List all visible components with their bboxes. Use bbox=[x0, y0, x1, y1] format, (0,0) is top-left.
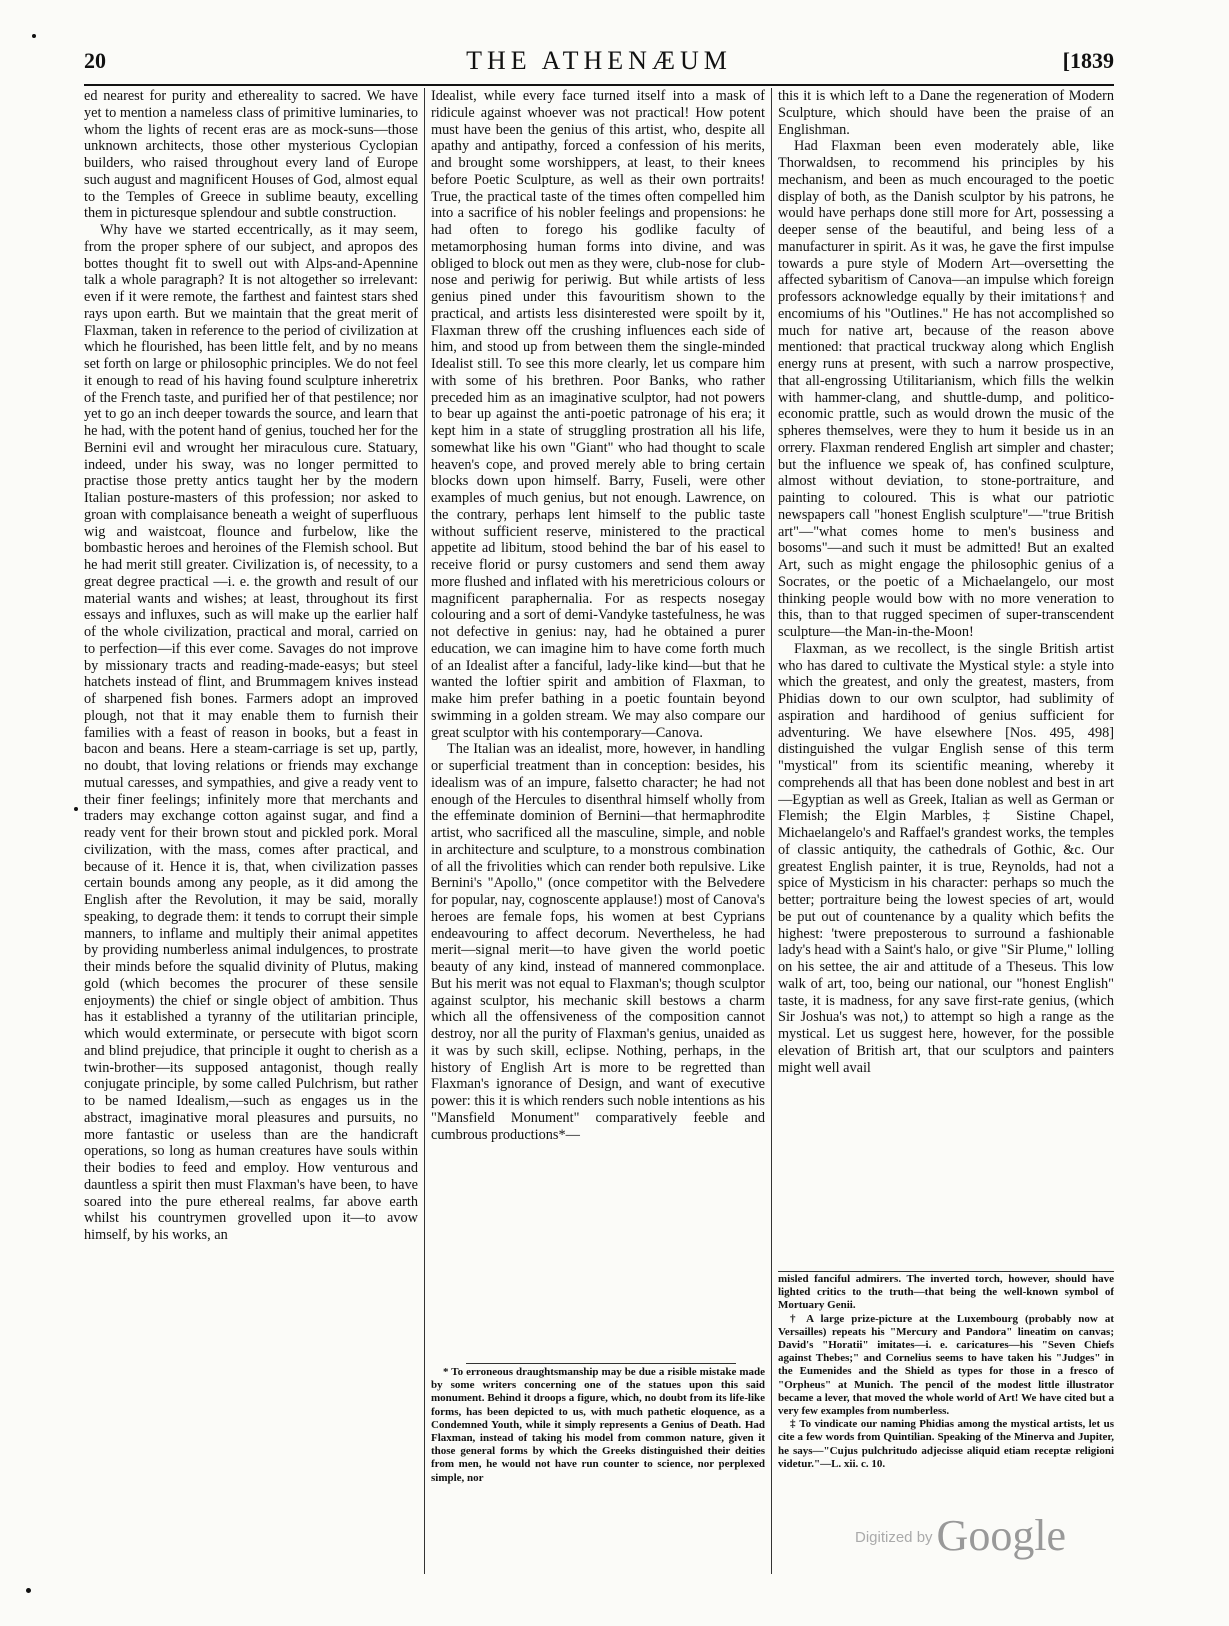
journal-title: THE ATHENÆUM bbox=[466, 46, 732, 75]
page-number: 20 bbox=[84, 48, 106, 73]
paragraph: Idealist, while every face turned itself into a mask of ridicule against whoever was not practical! How potent must have been the genius of this artist, who, despite all apathy and antipathy, forced a confession of his merits, and brought some worshippers, at least, to their knees before Poetic Sculpture, as well as their own portraits! True, the practical taste of the times often compelled him into a sacrifice of his nobler feelings and propensions: he had often to forego his godlike faculty of metamorphosing human forms into divine, and was obliged to block out men as they were, club-nose for club-nose and periwig for periwig. But while artists of less genius pined under this favouritism shown to the practical, and artists less disinterested were spoilt by it, Flaxman threw off the crushing influences each side of him, and stood up from between them the single-minded Idealist still. To see this more clearly, let us compare him with some of his brethren. Poor Banks, who rather preceded him as an imaginative sculptor, had not powers to bear up against the anti-poetic patronage of his era; it kept him in a state of struggling prostration all his life, somewhat like his own "Giant" who had thought to scale heaven's cope, and proved merely able to bring certain blocks down upon himself. Barry, Fuseli, were other examples of much genius, but not enough. Lawrence, on the contrary, perhaps lent himself to the public taste without sufficient reserve, ministered to the practical appetite ad libitum, stood behind the bar of his easel to receive florid or pursy customers and send them away more flushed and inflated with his meretricious colours or magnificent paraphernalia. For as respects nosegay colouring and a sort of demi-Vandyke tastefulness, he was not defective in genius: nay, had he obtained a purer education, we can imagine him to have come forth much of an Idealist after a fanciful, lady-like kind—but that he wanted the loftier spirit and ambition of Flaxman, to make him prefer bathing in a poetic fountain beyond swimming in a golden stream. We may also compare our great sculptor with his contemporary—Canova. bbox=[431, 88, 765, 741]
scan-speck bbox=[32, 34, 36, 38]
footnote: ‡ To vindicate our naming Phidias among the mystical artists, let us cite a few words from Quintilian. Speaking of the Minerva and Jupiter, he says—"Cujus pulchritudo adjecisse aliquid etiam receptæ religioni videtur."—L. xii. c. 10. bbox=[778, 1418, 1114, 1470]
footnote: * To erroneous draughtsmanship may be due a risible mistake made by some writers concerning one of the statues upon this said monument. Behind it droops a figure, which, no doubt from its life-like forms, has been depicted to us, with much pathetic eloquence, as a Condemned Youth, while it simply represents a Genius of Death. Had Flaxman, instead of taking his model from common nature, given it those general forms by which the Greeks distinguished their deities from men, he would not have run counter to science, nor perplexed simple, nor bbox=[431, 1366, 765, 1484]
scan-speck bbox=[26, 1588, 31, 1593]
text-column-2 bbox=[431, 88, 765, 1358]
footnote: misled fanciful admirers. The inverted torch, however, should have lighted critics to the truth—that being the well-known symbol of Mortuary Genii. bbox=[778, 1273, 1114, 1312]
column-divider bbox=[424, 88, 425, 1574]
paragraph: The Italian was an idealist, more, however, in handling or superficial treatment than in conception: besides, his idealism was of an impure, falsetto character; he had not enough of the Hercules to disenthral himself wholly from the effeminate dominion of Bernini—that hermaphrodite artist, who sacrificed all the masculine, simple, and noble in architecture and sculpture, to a monstrous combination of all the frivolities which can render both repulsive. Like Bernini's "Apollo," (once competitor with the Belvedere for popular, nay, cognoscente applause!) most of Canova's heroes are female fops, his women at best Cyprians endeavouring to affect decorum. Nevertheless, he had merit—signal merit—to have given the world poetic beauty of any kind, instead of mannered commonplace. But his merit was not equal to Flaxman's; though sculptor against sculptor, his mechanic skill bestows a charm which all the offensiveness of the composition cannot destroy, nor all the purity of Flaxman's genius, unaided as it was by such skill, eclipse. Nothing, perhaps, in the history of English Art is more to be regretted than Flaxman's ignorance of Design, and want of executive power: this it is which renders such noble intentions as his "Mansfield Monument" comparatively feeble and cumbrous productions*— bbox=[431, 741, 765, 1143]
header-rule bbox=[84, 84, 1114, 86]
paragraph: Why have we started eccentrically, as it may seem, from the proper sphere of our subject, and apropos des bottes thought fit to swell out with Alps-and-Apennine talk a whole paragraph? It is not altogether so irrelevant: even if it were remote, the farthest and faintest stars shed rays upon earth. But we maintain that the great merit of Flaxman, taken in reference to the period of civilization at which he flourished, has been little felt, and by no means set forth on large or philosophic principles. We do not feel it enough to read of his having found sculpture inheretrix of the French taste, and purified her of that pestilence; nor yet to go an inch deeper towards the source, and learn that he had, with the potent hand of genius, touched her for the Bernini evil and wrought her miraculous cure. Statuary, indeed, under his sway, was no longer permitted to practise those pretty antics taught her by the modern Italian posture-masters of this profession; nor asked to groan with complaisance beneath a weight of superfluous wig and waistcoat, flounce and furbelow, like the bombastic heroes and heroines of the Flemish school. But he had merit still greater. Civilization is, of necessity, to a great degree practical —i. e. the growth and result of our material wants and wishes; at least, throughout its first essays and influxes, such as will make up the earlier half of the whole civilization, practical and moral, carried on to perfection—if this ever come. Savages do not improve by missionary tracts and reading-made-easys; but steel hatchets instead of flint, and Brummagem knives instead of sharpened fish bones. Farmers adopt an improved plough, not that it may enable them to furnish their families with a feast of reason in books, but a feast in bacon and beans. Here a steam-carriage is set up, partly, no doubt, that loving relations or friends may exchange mutual caresses, and sympathies, and give a ready vent to their finer feelings; infinitely more that merchants and traders may exchange cotton against sugar, and find a ready vent for their brown stout and pickled pork. Moral civilization, with the mass, comes after practical, and because of it. Hence it is, that, when civilization passes certain bounds among any people, as it did among the English after the Revolution, it may be said, morally speaking, to degrade them: it tends to corrupt their simple manners, to inflame and multiply their animal appetites by providing numberless animal indulgences, to prostrate their minds before the squalid divinity of Plutus, making gold (which becomes the procurer of these sensile enjoyments) the chief or single object of ambition. Thus has it established a tyranny of the utilitarian principle, which would exterminate, or persecute with bigot scorn and blind prejudice, that principle it ought to cherish as a twin-brother—its supposed antagonist, though really conjugate principle, by some called Pulchrism, but rather to be named Idealism,—such as engages us in the abstract, imaginative moral pleasures and pursuits, no more fantastic or useless than are the handicraft operations, so long as human creatures have souls within their bodies to feed and employ. How venturous and dauntless a spirit then must Flaxman's have been, to have soared into the pure ethereal realms, far above earth whilst his countrymen grovelled upon it—to avow himself, by his works, an bbox=[84, 222, 418, 1243]
footnote: † A large prize-picture at the Luxembourg (probably now at Versailles) repeats his "Mercury and Pandora" lineatim on canvas; David's "Horatii" imitates—i. e. caricatures—his "Seven Chiefs against Thebes;" and Cornelius seems to have taken his "Judges" in the Eumenides and the Shield as types for those in a fresco of "Orpheus" at Munich. The pencil of the modest little illustrator became a lever, that moved the whole world of Art! We have cited but a very few examples from numberless. bbox=[778, 1312, 1114, 1418]
footnotes-column-3 bbox=[778, 1273, 1114, 1503]
paragraph: this it is which left to a Dane the regeneration of Modern Sculpture, which should have been the praise of an Englishman. bbox=[778, 88, 1114, 138]
watermark-prefix: Digitized by bbox=[855, 1529, 933, 1546]
footnote-rule bbox=[466, 1363, 736, 1364]
column-divider bbox=[771, 88, 772, 1574]
journal-year: [1839 bbox=[1062, 48, 1114, 73]
paragraph: Had Flaxman been even moderately able, like Thorwaldsen, to recommend his principles by his mechanism, and been as much encouraged to the poetic display of both, as the Danish sculptor by his patrons, he would have perhaps done still more for Art, possessing a deeper sense of the beautiful, and being less of a manufacturer in spirit. As it was, he gave the first impulse towards a pure style of Modern Art—oversetting the affected sybaritism of Canova—an impulse which foreign professors acknowledge equally by their imitations† and encomiums of his "Outlines." He has not accomplished so much for native art, because of the reason above mentioned: that practical truckway along which English energy runs at present, with such a narrow prospective, that all-engrossing Utilitarianism, which fills the welkin with hammer-clang, and shuttle-dump, and politico-economic prattle, such as would drown the music of the spheres themselves, were they to hum it beside us in an orrery. Flaxman rendered English art simpler and chaster; but the influence we speak of, has confined sculpture, almost without deviation, to stone-portraiture, and painting to coloured. This is what our patriotic newspapers call "honest English sculpture"—"true British art"—"what comes home to men's business and bosoms"—and such it must be admitted! But an exalted Art, such as might engage the philosophic genius of a Socrates, or the poetic of a Michaelangelo, our most thinking people would bow with no more veneration to this, than to that rugged specimen of super-transcendent sculpture—the Man-in-the-Moon! bbox=[778, 138, 1114, 640]
text-column-3 bbox=[778, 88, 1114, 1266]
paragraph: Flaxman, as we recollect, is the single British artist who has dared to cultivate the Mystical style: a style into which the greatest, and only the greatest, masters, from Phidias down to our own sculptor, had sublimity of aspiration and hardihood of genius sufficient for adventuring. We have elsewhere [Nos. 495, 498] distinguished the vulgar English sense of this term "mystical" from its scientific meaning, whereby it comprehends all that has been done noblest and best in art—Egyptian as well as Greek, Italian as well as German or Flemish; the Elgin Marbles,‡ Sistine Chapel, Michaelangelo's and Raffael's grandest works, the temples of classic antiquity, the cathedrals of Gothic, &c. Our greatest English painter, it is true, Reynolds, had not a spice of Mysticism in his character: perhaps so much the better; portraiture being the lowest species of art, would be put out of countenance by a quality which befits the highest: 'twere preposterous to surround a fashionable lady's head with a Saint's halo, or give "Sir Plume," lolling on his settee, the air and attitude of a Theseus. This low walk of art, too, being our national, our "honest English" taste, it is madness, for any save first-rate genius, (which Sir Joshua's was not,) to attempt so high a range as the mystical. Let us suggest here, however, for the possible elevation of British art, that our sculptors and painters might well avail bbox=[778, 640, 1114, 1076]
scan-speck bbox=[74, 807, 78, 811]
footnotes-column-2 bbox=[431, 1366, 765, 1581]
footnote-rule bbox=[778, 1271, 1114, 1272]
digitized-by-watermark bbox=[855, 1510, 1066, 1561]
paragraph: ed nearest for purity and ethereality to sacred. We have yet to mention a nameless class of primitive luminaries, to whom the lights of recent eras are as mock-suns—those unknown architects, those other mysterious Cyclopian builders, who raised throughout every land of Europe such august and magnificent Houses of God, almost equal to the Temples of Greece in sublime beauty, excelling them in picturesque splendour and subtle construction. bbox=[84, 88, 418, 222]
text-column-1 bbox=[84, 88, 418, 1574]
google-logo: Google bbox=[936, 1511, 1067, 1560]
page-header bbox=[84, 48, 1114, 84]
